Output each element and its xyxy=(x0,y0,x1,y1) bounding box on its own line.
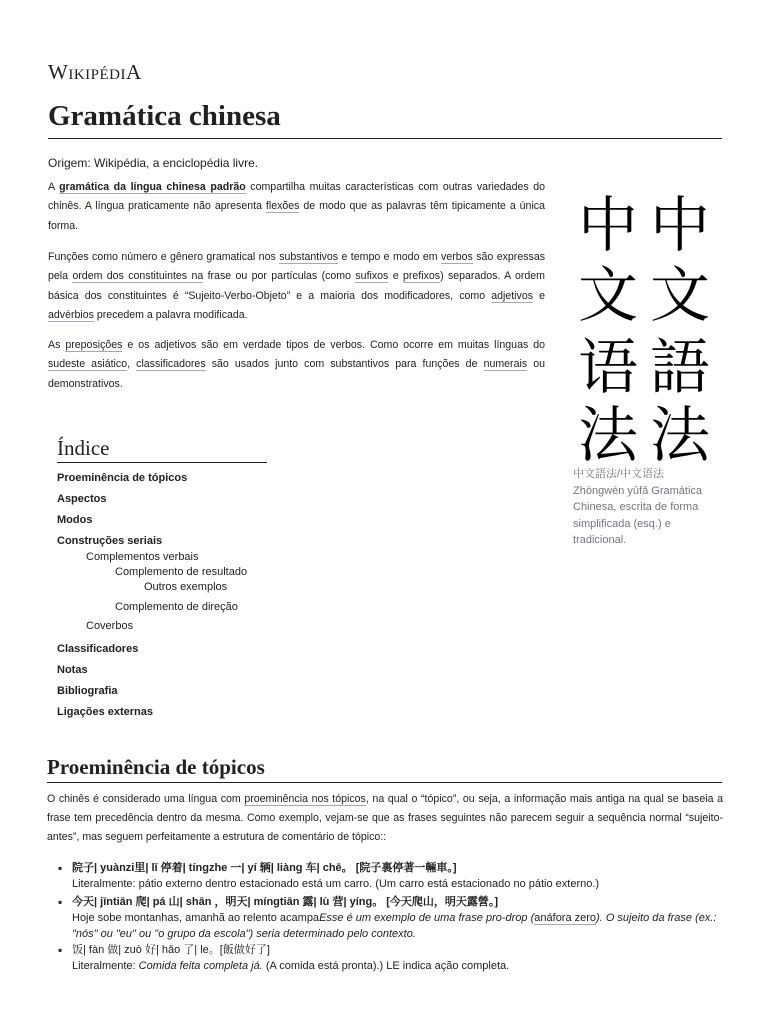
text: e xyxy=(533,289,545,302)
link-ordem-constituintes[interactable]: ordem dos constituintes na xyxy=(72,270,204,283)
text: de modo que as palavras têm tipicamente a única forma. xyxy=(48,200,545,232)
link-flexoes[interactable]: flexões xyxy=(265,200,300,213)
glyph-simplified-1: 中 xyxy=(578,191,638,261)
toc-item[interactable]: Proeminência de tópicos xyxy=(57,472,188,484)
link-proeminencia-topicos[interactable]: proeminência nos tópicos xyxy=(244,793,366,805)
text: e xyxy=(388,270,403,283)
text: são usados junto com substantivos para funções de xyxy=(205,358,484,371)
toc-item[interactable]: Modos xyxy=(57,514,93,526)
text: ou demonstrativos. xyxy=(48,358,546,390)
glyph-simplified-4: 法 xyxy=(578,401,638,471)
toc-item[interactable]: Outros exemplos xyxy=(144,581,228,593)
text: , na qual o “tópico”, ou seja, a informação mais antiga na qual se baseia a frase tem precedência dentro da mesma. Como exemplo, vejam-se que as frases seguintes não parecem seguir a sequência normal “sujeito-antes”, mas seguem perfeitamente a estrutura de comentário de tópico:: xyxy=(47,793,723,843)
glyph-traditional-2: 文 xyxy=(650,261,710,331)
page-title: Gramática chinesa xyxy=(48,96,722,139)
toc-item[interactable]: Aspectos xyxy=(57,493,107,505)
toc-item[interactable]: Bibliografia xyxy=(57,685,118,697)
link-classificadores[interactable]: classificadores xyxy=(136,358,206,371)
gloss-text: Literalmente: xyxy=(72,960,139,972)
link-sudeste-asiatico[interactable]: sudeste asiático xyxy=(48,358,128,371)
wordmark-middle: IKIPÉDI xyxy=(68,67,126,83)
link-adverbios[interactable]: advérbios xyxy=(48,309,94,322)
toc-item[interactable]: Complementos verbais xyxy=(86,551,199,563)
text: compartilha muitas características com outras variedades do chinês. A língua praticamente não apresenta xyxy=(48,181,546,213)
glyph-simplified-2: 文 xyxy=(578,261,638,331)
example-item xyxy=(58,860,722,892)
text: A xyxy=(48,181,60,193)
chinese-grammar-image xyxy=(572,190,722,471)
example-gloss xyxy=(72,910,722,942)
example-item xyxy=(58,942,722,974)
text: frase ou por partículas (como xyxy=(203,270,356,283)
link-preposicoes[interactable]: preposições xyxy=(65,339,123,351)
toc-item[interactable]: Ligações externas xyxy=(57,706,153,718)
example-gloss xyxy=(72,958,722,974)
link-adjetivos[interactable]: adjetivos xyxy=(491,289,534,302)
table-of-contents xyxy=(57,434,317,463)
toc-item[interactable]: Complemento de resultado xyxy=(115,566,248,578)
text: , xyxy=(127,358,137,371)
link-sufixos[interactable]: sufixos xyxy=(355,270,389,283)
text: O chinês é considerado uma língua com xyxy=(47,793,245,805)
bullet-icon: ▪ xyxy=(58,861,63,875)
link-substantivos[interactable]: substantivos xyxy=(279,251,339,263)
bullet-icon: ▪ xyxy=(58,895,63,909)
infobox-figure[interactable] xyxy=(572,190,722,471)
text: ) separados. A ordem básica dos constituintes é “Sujeito-Verbo-Objeto” e a maioria dos modificadores, como xyxy=(48,270,545,302)
toc-item[interactable]: Coverbos xyxy=(86,620,134,632)
gloss-italic: Comida feita completa já. xyxy=(138,960,263,972)
lead-paragraph-3 xyxy=(48,336,545,394)
toc-title: Índice xyxy=(57,434,267,463)
section-heading: Proeminência de tópicos xyxy=(47,752,722,783)
link-prefixos[interactable]: prefixos xyxy=(402,270,441,283)
gloss-text: Literalmente: pátio externo dentro estacionado está um carro. (Um carro está estacionado no pátio externo.) xyxy=(72,878,600,890)
example-chinese: 院子| yuànzi里| lǐ 停着| tíngzhe 一| yí 辆| liàng 车| chē。 [院子裏停著一輛車。] xyxy=(72,862,457,874)
gloss-italic: Esse é um exemplo de uma frase pro-drop ( xyxy=(319,912,535,924)
gloss-text: Hoje sobe montanhas, amanhã ao relento acampa xyxy=(72,912,320,924)
text: precedem a palavra modificada. xyxy=(93,309,248,322)
text: As xyxy=(48,339,66,351)
example-item xyxy=(58,894,722,942)
link-anafora-zero[interactable]: anáfora zero xyxy=(534,912,597,924)
wordmark-first: W xyxy=(48,60,69,84)
glyph-simplified-3: 语 xyxy=(578,333,638,403)
toc-item[interactable]: Complemento de direção xyxy=(115,601,238,613)
toc-item[interactable]: Construções seriais xyxy=(57,535,163,547)
link-gramatica-padrao[interactable]: gramática da língua chinesa padrão xyxy=(59,181,246,193)
lead-paragraph-1 xyxy=(48,178,545,236)
gloss-text-post: (A comida está pronta).) LE indica ação completa. xyxy=(262,960,510,972)
glyph-traditional-4: 法 xyxy=(650,401,710,471)
example-gloss xyxy=(72,876,722,892)
text: Funções como número e gênero gramatical nos xyxy=(48,251,280,263)
glyph-traditional-1: 中 xyxy=(650,191,710,261)
toc-item[interactable]: Notas xyxy=(57,664,88,676)
section-intro xyxy=(47,790,723,847)
origin-note: Origem: Wikipédia, a enciclopédia livre. xyxy=(48,156,259,170)
figure-caption: 中文語法/中文语法 Zhōngwén yǔfǎ Gramática Chinesa, escrita de forma simplificada (esq.) e tradicional. xyxy=(573,468,703,546)
link-numerais[interactable]: numerais xyxy=(483,358,528,371)
link-verbos[interactable]: verbos xyxy=(441,251,473,263)
toc-item[interactable]: Classificadores xyxy=(57,643,139,655)
text: são expressas pela xyxy=(48,251,546,283)
example-chinese: 今天| jīntiān 爬| pá 山| shān ，明天| míngtiān 露| lù 营| yíng。 [今天爬山，明天露營。] xyxy=(72,896,499,908)
wordmark-last: A xyxy=(125,60,142,84)
example-chinese: 饭| fàn 做| zuò 好| hǎo 了| le。[飯做好了] xyxy=(72,944,270,956)
bullet-icon: ▪ xyxy=(58,943,63,957)
wikipedia-wordmark[interactable] xyxy=(48,60,142,85)
glyph-traditional-3: 語 xyxy=(650,333,710,403)
text: e tempo e modo em xyxy=(338,251,442,263)
lead-paragraph-2 xyxy=(48,248,545,326)
gloss-italic-post: ). O sujeito da frase (ex.: "nós" ou "eu" ou "o grupo da escola") seria determinado pelo contexto. xyxy=(72,912,717,940)
text: e os adjetivos são em verdade tipos de verbos. Como ocorre em muitas línguas do xyxy=(122,339,546,351)
